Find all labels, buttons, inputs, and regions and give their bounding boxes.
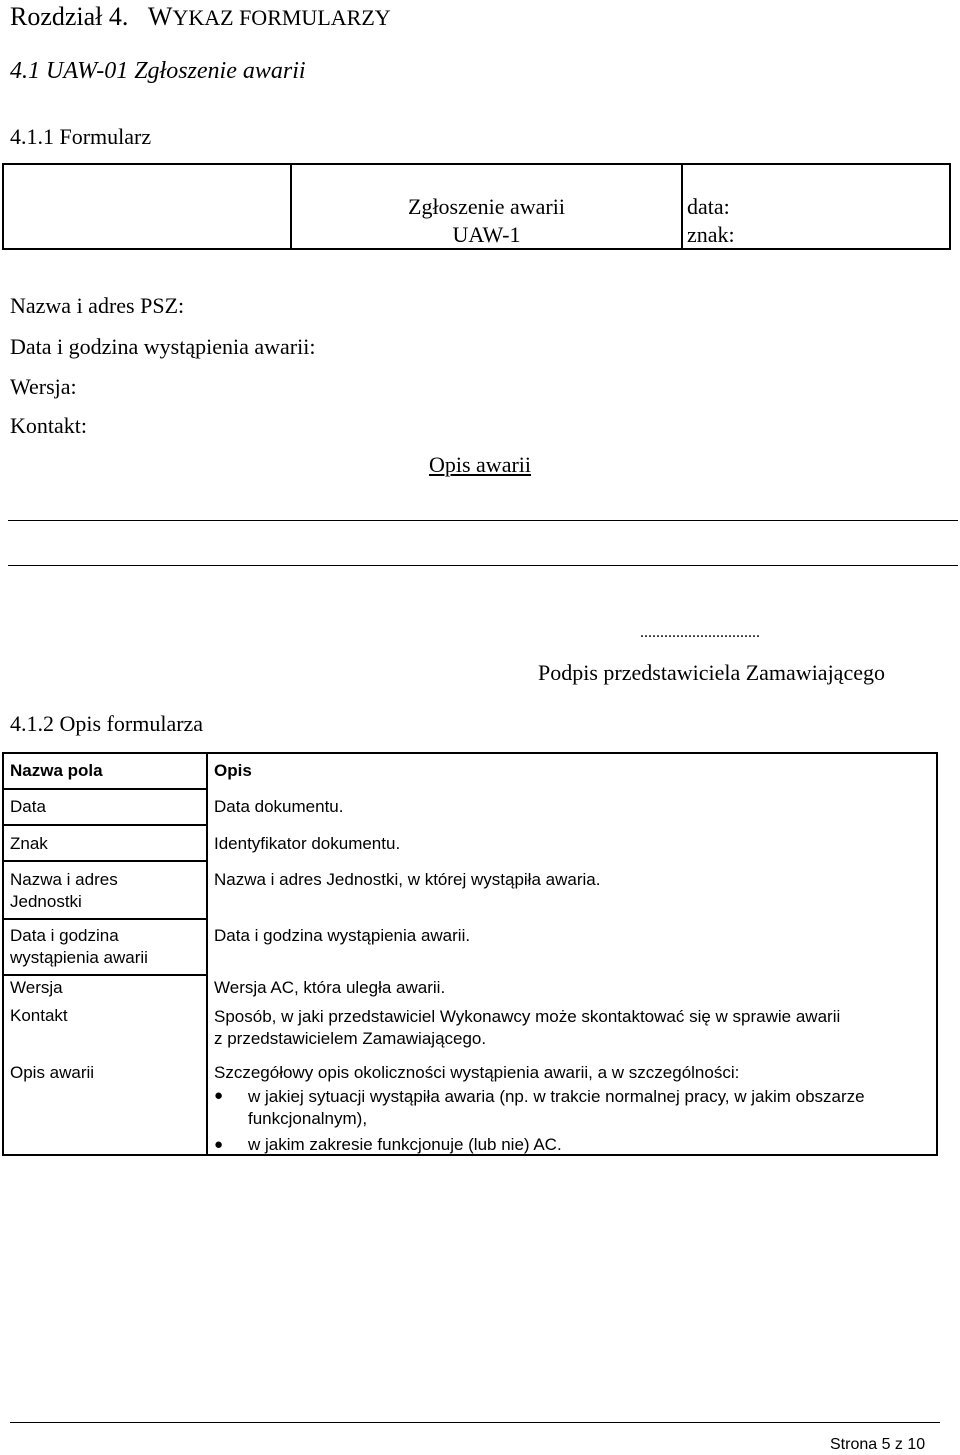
- chapter-title: YKAZ FORMULARZY: [172, 5, 391, 30]
- row-desc: Wersja AC, która uległa awarii.: [214, 978, 446, 997]
- row-desc-line: z przedstawicielem Zamawiającego.: [214, 1029, 487, 1048]
- row-desc: Nazwa i adres Jednostki, w której wystąpiła awaria.: [214, 870, 601, 889]
- row-field: Opis awarii: [10, 1063, 95, 1082]
- header-desc: Opis: [214, 761, 252, 780]
- row-field: [10, 925, 148, 969]
- row-desc: Data i godzina wystąpienia awarii.: [214, 926, 471, 945]
- row-desc: Data dokumentu.: [214, 797, 344, 816]
- row-desc: Szczegółowy opis okoliczności wystąpienia awarii, a w szczególności:: [214, 1063, 740, 1082]
- field-contact: Kontakt:: [10, 413, 87, 438]
- table-divider: [206, 752, 208, 1156]
- row-desc-line: Sposób, w jaki przedstawiciel Wykonawcy może skontaktować się w sprawie awarii: [214, 1007, 841, 1026]
- form-title-line: Zgłoszenie awarii: [408, 194, 565, 219]
- chapter-number: Rozdział 4.: [10, 2, 129, 31]
- table-row-line: [2, 860, 208, 862]
- table-row-line: [2, 824, 208, 826]
- footer-rule: [10, 1422, 940, 1423]
- chapter-title-initial: W: [147, 2, 173, 31]
- signature-label: Podpis przedstawiciela Zamawiającego: [538, 660, 885, 685]
- page-number: Strona 5 z 10: [830, 1436, 926, 1453]
- chapter-heading: [10, 2, 391, 32]
- row-desc: [214, 1006, 934, 1050]
- signature-dots: ..............................: [640, 624, 760, 641]
- row-field-line: Nazwa i adres: [10, 870, 118, 889]
- field-version: Wersja:: [10, 374, 77, 399]
- table-divider: [681, 163, 683, 250]
- row-field: Znak: [10, 834, 48, 853]
- subsection-heading-form: 4.1.1 Formularz: [10, 124, 152, 149]
- row-field-line: Jednostki: [10, 892, 82, 911]
- row-field: [10, 869, 118, 913]
- opis-awarii-label: Opis awarii: [428, 452, 532, 477]
- table-row-line: [2, 788, 208, 790]
- form-code: UAW-1: [452, 222, 521, 247]
- bullet-icon: ●: [214, 1137, 224, 1153]
- row-field: Wersja: [10, 978, 63, 997]
- row-field: Data: [10, 797, 46, 816]
- section-heading: 4.1 UAW-01 Zgłoszenie awarii: [10, 58, 306, 84]
- fill-line: [8, 520, 958, 521]
- form-meta: [687, 193, 735, 249]
- table-row-line: [2, 974, 208, 976]
- row-field: Kontakt: [10, 1006, 68, 1025]
- form-date-label: data:: [687, 194, 730, 219]
- table-row-line: [2, 918, 208, 920]
- bullet-item: w jakim zakresie funkcjonuje (lub nie) AC.: [248, 1135, 562, 1154]
- bullet-icon: ●: [214, 1088, 224, 1104]
- row-field-line: Data i godzina: [10, 926, 119, 945]
- field-datetime: Data i godzina wystąpienia awarii:: [10, 334, 316, 359]
- form-sign-label: znak:: [687, 222, 735, 247]
- form-title: [292, 193, 681, 249]
- opis-awarii-title: [0, 452, 960, 478]
- field-psz-address: Nazwa i adres PSZ:: [10, 293, 185, 318]
- row-desc: Identyfikator dokumentu.: [214, 834, 401, 853]
- header-field-name: Nazwa pola: [10, 761, 103, 780]
- bullet-item: w jakiej sytuacji wystąpiła awaria (np. w trakcie normalnej pracy, w jakim obszarze funkcjonalnym),: [248, 1087, 865, 1128]
- row-field-line: wystąpienia awarii: [10, 948, 148, 967]
- subsection-heading-desc: 4.1.2 Opis formularza: [10, 711, 204, 736]
- fill-line: [8, 565, 958, 566]
